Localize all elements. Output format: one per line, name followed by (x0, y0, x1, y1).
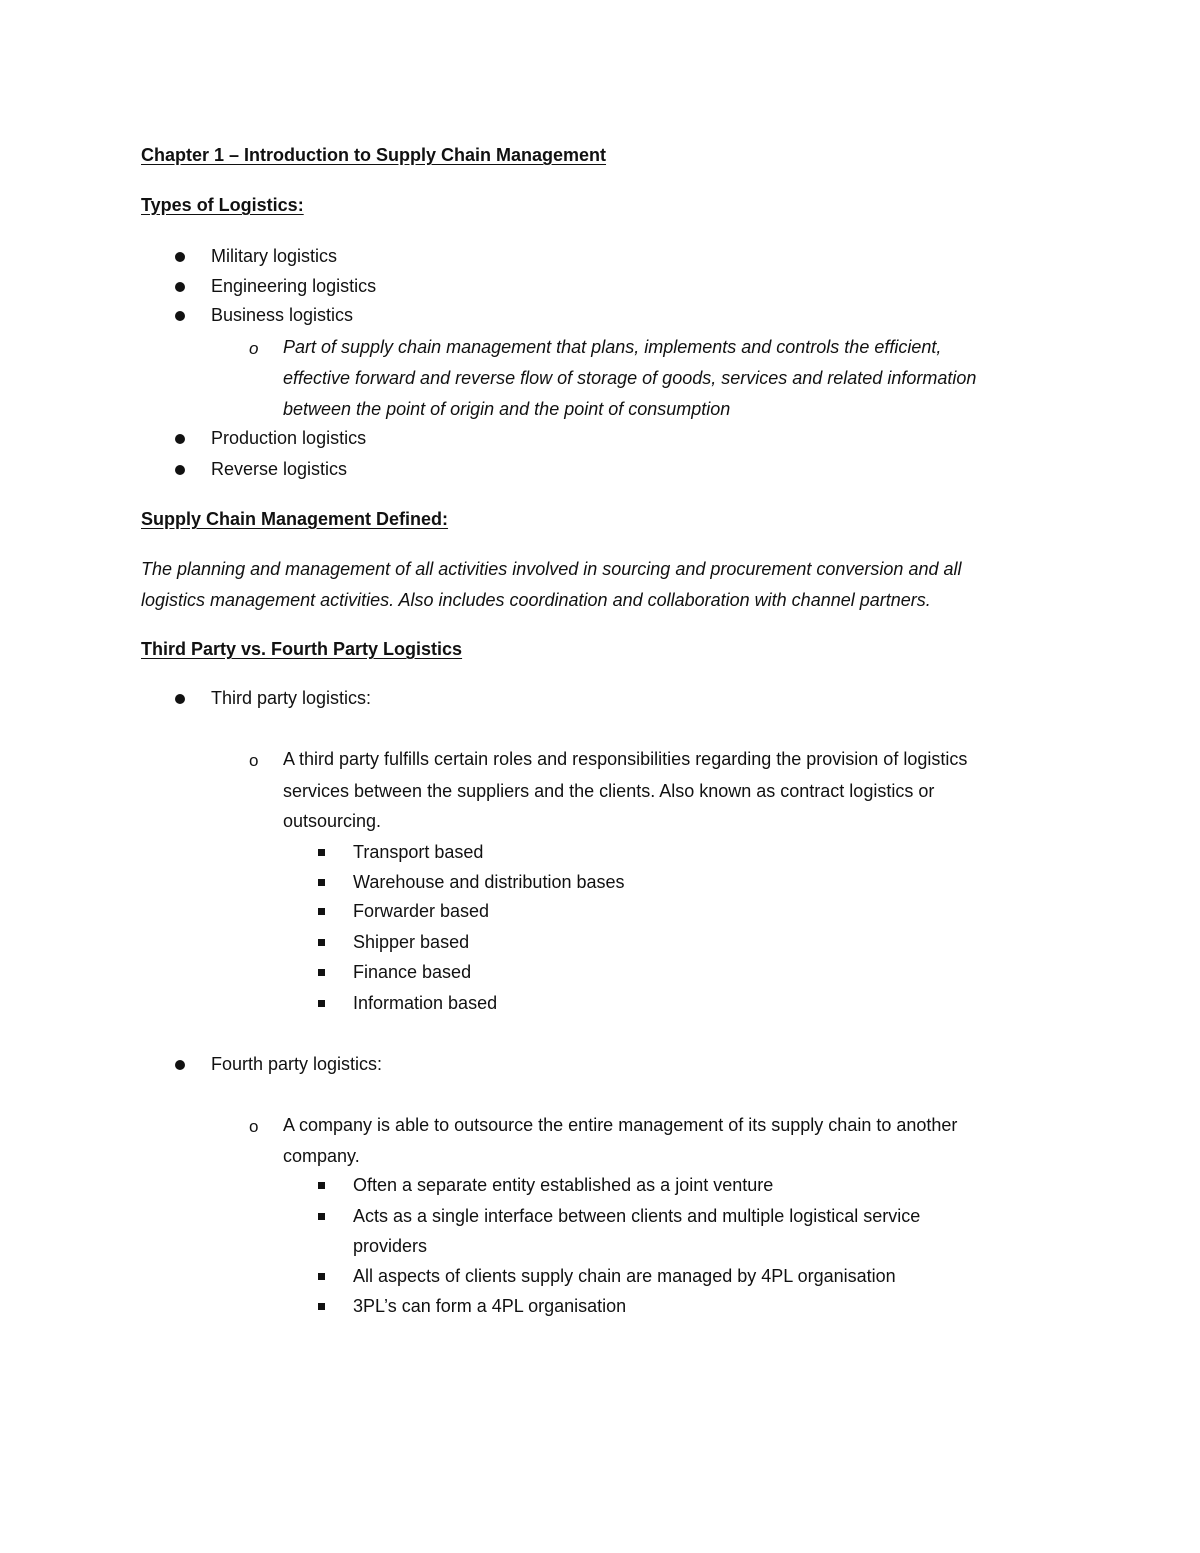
sub-list-item: Finance based (353, 962, 472, 982)
list-item: Military logistics (211, 246, 338, 266)
sub-list-item: Shipper based (353, 932, 470, 952)
fourth-party-desc-line: A company is able to outsource the entire management of its supply chain to another (283, 1115, 958, 1135)
scm-definition-line: logistics management activities. Also includes coordination and collaboration with channel partners. (141, 590, 931, 610)
third-fourth-heading: Third Party vs. Fourth Party Logistics (141, 639, 463, 659)
circle-bullet-icon: o (249, 751, 259, 770)
bullet-icon (175, 252, 185, 262)
sub-list-item: Warehouse and distribution bases (353, 872, 625, 892)
list-item: Reverse logistics (211, 459, 348, 479)
sub-list-item: Forwarder based (353, 901, 490, 921)
bullet-icon (175, 694, 185, 704)
sub-item-line: between the point of origin and the point of consumption (283, 399, 731, 419)
square-bullet-icon (318, 1213, 325, 1220)
page-title: Chapter 1 – Introduction to Supply Chain Management (141, 145, 607, 165)
square-bullet-icon (318, 879, 325, 886)
sub-item-line: Part of supply chain management that plans, implements and controls the efficient, (283, 337, 942, 357)
circle-bullet-icon: o (249, 1117, 259, 1136)
sub-list-item-continuation: providers (353, 1236, 428, 1256)
square-bullet-icon (318, 1273, 325, 1280)
sub-list-item: Information based (353, 993, 498, 1013)
fourth-party-label: Fourth party logistics: (211, 1054, 383, 1074)
fourth-party-desc-line: company. (283, 1146, 360, 1166)
third-party-desc-line: A third party fulfills certain roles and responsibilities regarding the provision of logistics (283, 749, 968, 769)
square-bullet-icon (318, 849, 325, 856)
square-bullet-icon (318, 939, 325, 946)
sub-list-item: All aspects of clients supply chain are managed by 4PL organisation (353, 1266, 896, 1286)
circle-bullet-icon: o (249, 339, 259, 358)
types-heading: Types of Logistics: (141, 195, 304, 215)
sub-item-line: effective forward and reverse flow of storage of goods, services and related information (283, 368, 977, 388)
third-party-desc-line: services between the suppliers and the clients. Also known as contract logistics or (283, 781, 935, 801)
sub-list-item: Transport based (353, 842, 484, 862)
square-bullet-icon (318, 1303, 325, 1310)
square-bullet-icon (318, 1000, 325, 1007)
bullet-icon (175, 282, 185, 292)
sub-list-item: 3PL’s can form a 4PL organisation (353, 1296, 627, 1316)
list-item: Business logistics (211, 305, 354, 325)
square-bullet-icon (318, 908, 325, 915)
bullet-icon (175, 434, 185, 444)
scm-heading: Supply Chain Management Defined: (141, 509, 449, 529)
sub-list-item: Often a separate entity established as a joint venture (353, 1175, 774, 1195)
list-item: Engineering logistics (211, 276, 377, 296)
square-bullet-icon (318, 969, 325, 976)
third-party-desc-line: outsourcing. (283, 811, 382, 831)
list-item: Production logistics (211, 428, 367, 448)
bullet-icon (175, 311, 185, 321)
square-bullet-icon (318, 1182, 325, 1189)
sub-list-item: Acts as a single interface between clients and multiple logistical service (353, 1206, 921, 1226)
third-party-label: Third party logistics: (211, 688, 372, 708)
bullet-icon (175, 1060, 185, 1070)
bullet-icon (175, 465, 185, 475)
scm-definition-line: The planning and management of all activities involved in sourcing and procurement conversion and all (141, 559, 962, 579)
